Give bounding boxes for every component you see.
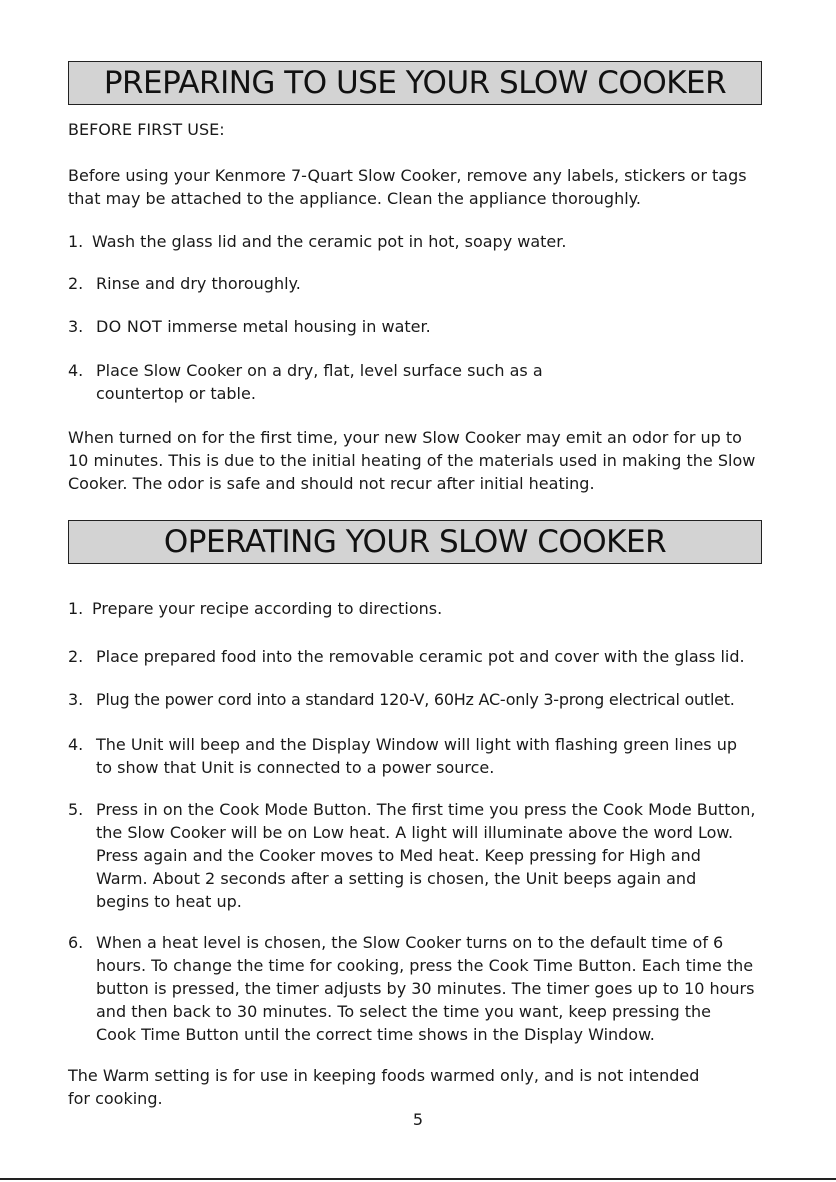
step-text: Rinse and dry thoroughly. — [96, 274, 301, 293]
step-text: Prepare your recipe according to directions. — [92, 599, 443, 618]
do-not-emphasis: DO NOT — [96, 317, 163, 336]
step-number: 4. — [68, 361, 84, 380]
step-text: Plug the power cord into a standard 120-V, 60Hz AC-only 3-prong electrical outlet. — [96, 690, 735, 709]
step-text: Wash the glass lid and the ceramic pot in hot, soapy water. — [92, 232, 567, 251]
section-title-operating: OPERATING YOUR SLOW COOKER — [68, 520, 762, 564]
step-text: The Unit will beep and the Display Window will light with flashing green lines up to show that Unit is connected to a power source. — [96, 735, 738, 777]
step-number: 6. — [68, 933, 84, 952]
step-number: 1. — [68, 599, 84, 618]
odor-note-paragraph: When turned on for the first time, your new Slow Cooker may emit an odor for up to 10 minutes. This is due to the initial heating of the materials used in making the Slow Cooker. The odor is safe and should not recur after initial heating. — [68, 428, 756, 493]
step-number: 2. — [68, 647, 84, 666]
page-number: 5 — [412, 1110, 424, 1129]
prep-step-3 — [68, 315, 431, 338]
subheading-before-first-use: BEFORE FIRST USE: — [68, 120, 225, 139]
prep-step-1 — [68, 230, 566, 253]
step-number: 5. — [68, 800, 84, 819]
step-number: 2. — [68, 274, 84, 293]
step-text: When a heat level is chosen, the Slow Cooker turns on to the default time of 6 hours. To change the time for cooking, press the Cook Time Button. Each time the button is pressed, the timer adjusts by 30 minutes. The timer goes up to 10 hours and then back to 30 minutes. To select the time you want, keep pressing the Cook Time Button until the correct time shows in the Display Window. — [96, 933, 755, 1044]
prep-step-4 — [68, 359, 543, 405]
op-step-5 — [68, 798, 755, 913]
step-text: Place Slow Cooker on a dry, flat, level surface such as a countertop or table. — [96, 361, 543, 403]
bottom-rule — [0, 1178, 836, 1180]
op-step-4 — [68, 733, 737, 779]
prep-step-2 — [68, 272, 301, 295]
intro-paragraph: Before using your Kenmore 7-Quart Slow Cooker, remove any labels, stickers or tags that may be attached to the appliance. Clean the appliance thoroughly. — [68, 166, 747, 208]
section-title-preparing: PREPARING TO USE YOUR SLOW COOKER — [68, 61, 762, 105]
step-number: 3. — [68, 690, 84, 709]
op-step-2 — [68, 645, 745, 668]
op-step-3 — [68, 688, 735, 711]
step-text: Press in on the Cook Mode Button. The first time you press the Cook Mode Button, the Slow Cooker will be on Low heat. A light will illuminate above the word Low. Press again and the Cooker moves to Med heat. Keep pressing for High and Warm. About 2 seconds after a setting is chosen, the Unit beeps again and begins to heat up. — [96, 800, 756, 911]
step-number: 3. — [68, 317, 84, 336]
step-number: 4. — [68, 735, 84, 754]
step-text: Place prepared food into the removable ceramic pot and cover with the glass lid. — [96, 647, 745, 666]
op-step-6 — [68, 931, 754, 1046]
step-number: 1. — [68, 232, 84, 251]
step-text: immerse metal housing in water. — [162, 317, 431, 336]
op-step-1 — [68, 597, 442, 620]
warm-setting-note: The Warm setting is for use in keeping foods warmed only, and is not intended for cooking. — [68, 1066, 700, 1108]
